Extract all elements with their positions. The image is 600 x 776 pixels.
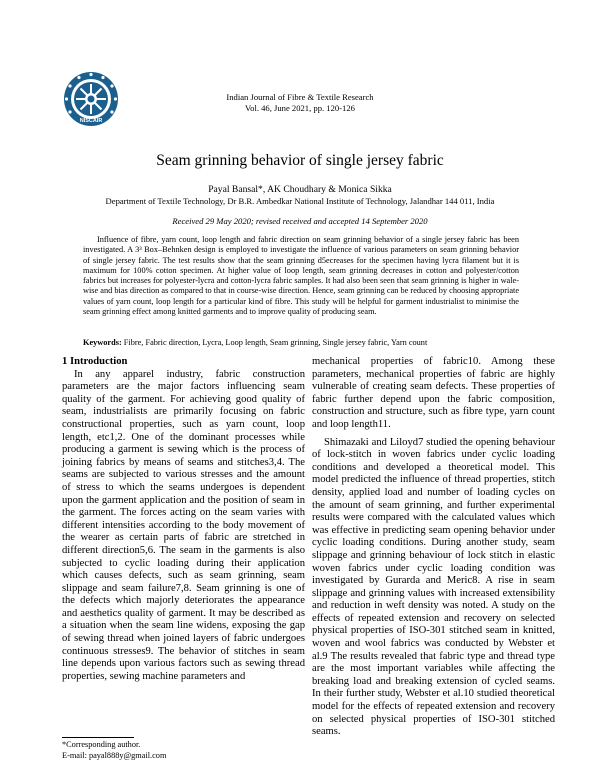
intro-paragraph-1-continued: mechanical properties of fabric10. Among these parameters, mechanical properties of fabric are highly vulnerable of creating seam defects. These properties of fabric further depend upon the fabric composition, construction and structure, such as fibre type, yarn count and loop length11.	[312, 356, 555, 430]
section-heading: 1 Introduction	[62, 356, 128, 367]
intro-paragraph-1: In any apparel industry, fabric construction parameters are the major factors influencing seam quality of the garment. For achieving good quality of seam, industrialists are primarily focusing on fabric constructional properties, such as yarn count, loop length, etc1,2. One of the dominant processes while producing a garment is sewing which is the process of joining fabrics by means of seams and stitches3,4. The seams are subjected to various stresses and the amount of stress to which the seams undergoes is dependent upon the garment application and the position of seam in the garment. The forces acting on the seam varies with different intensities according to the body movement of the wearer as certain parts of fabric are stretched in different direction5,6. The seam in the garments is also subjected to cyclic loading during their application which causes defects, such as seam grinning, seam slippage and seam failure7,8. Seam grinning is one of the defects which majorly deteriorates the appearance and aesthetics quality of garment. It may be described as a situation when the seam line widens, exposing the gap of sewing thread when joined layers of fabric undergoes continuous stresses9. The behavior of stitches in seam line depends upon various factors such as sewing thread properties, sewing machine parameters and	[62, 368, 305, 682]
corresponding-author-note: *Corresponding author.	[62, 740, 141, 749]
footnote	[62, 740, 305, 761]
keywords-label: Keywords:	[83, 338, 122, 347]
affiliation: Department of Textile Technology, Dr B.R. Ambedkar National Institute of Technology, Jalandhar 144 011, India	[105, 196, 495, 206]
logo-text: NISCAIR	[79, 118, 103, 124]
right-column	[312, 356, 555, 739]
author-email: E-mail: payal888y@gmail.com	[62, 750, 167, 760]
received-dates: Received 29 May 2020; revised received and accepted 14 September 2020	[172, 216, 428, 226]
intro-paragraph-2: Shimazaki and Liloyd7 studied the opening behaviour of lock-stitch in woven fabrics under cyclic loading conditions and developed a theoretical model. This model predicted the influence of thread properties, stitch density, applied load and number of loading cycles on the amount of seam grinning, and further experimental results were compared with the calculated values which was effective in predicting seam opening behavior under cyclic loading conditions. During another study, seam slippage and grinning behaviour of lock stitch in elastic woven fabrics under cyclic loading condition was investigated by Gurarda and Meric8. A rise in seam slippage and grinning values with increased extensibility and reduction in weft density was noted. A study on the effects of repeated extension and recovery on selected physical properties of ISO-301 stitched seam in knitted, woven and wool fabrics was conducted by Webster et al.9 The results revealed that fabric type and thread type are the most important variables while affecting the breaking load and breaking extension of cycled seams. In their further study, Webster et al.10 studied theoretical model for the effects of repeated extension and recovery on selected physical properties of ISO-301 stitched seams.	[312, 436, 555, 738]
paper-title: Seam grinning behavior of single jersey fabric	[156, 152, 444, 169]
authors: Payal Bansal*, AK Choudhary & Monica Sikka	[208, 184, 392, 195]
journal-name: Indian Journal of Fibre & Textile Research	[226, 92, 374, 102]
abstract: Influence of fibre, yarn count, loop length and fabric direction on seam grinning behavior of a single jersey fabric has been investigated. A 3³ Box–Behnken design is employed to investigate the influence of various parameters on seam grinning behavior of single jersey fabric. The test results show that the seam grinning d5ecreases for the specimen having lycra filament but it is maximum for 100% cotton specimen. At higher value of loop length, seam grinning decreases in cotton and polyester/cotton fabrics but increases for polyester-lycra and cotton-lycra fabric samples. It had also been seen that seam grinning is higher in wale-wise and bias direction as compared to that in course-wise direction. Hence, seam grinning can be reduced by choosing appropriate values of yarn count, loop length for a particular kind of fibre. This study will be helpful for garment industrialist to minimise the seam grinning effect among knitted garments and to improve quality of producing seam.	[83, 235, 519, 317]
left-column	[62, 356, 305, 683]
keywords-list: Fibre, Fabric direction, Lycra, Loop length, Seam grinning, Single jersey fabric, Yarn count	[123, 338, 428, 347]
journal-volume: Vol. 46, June 2021, pp. 120-126	[245, 103, 355, 113]
footnote-divider	[62, 737, 134, 738]
keywords	[83, 338, 519, 347]
